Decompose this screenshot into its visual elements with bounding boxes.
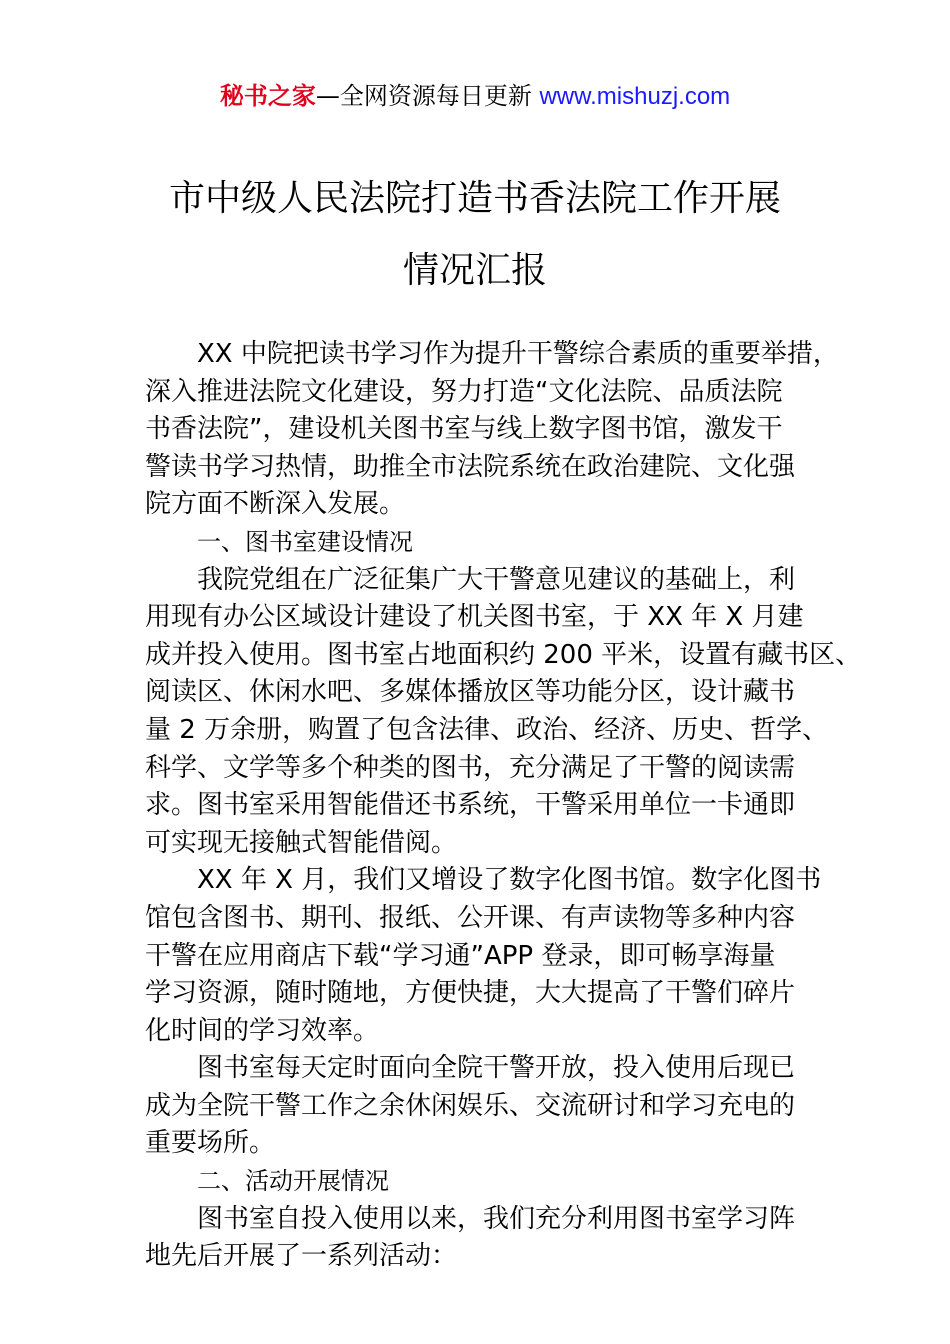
paragraph-line: 成为全院干警工作之余休闲娱乐、交流研讨和学习充电的: [145, 1090, 796, 1121]
section-heading: 一、图书室建设情况: [197, 527, 413, 556]
paragraph-line: 干警在应用商店下载“学习通”APP 登录，即可畅享海量: [145, 940, 776, 971]
paragraph-line: 学习资源，随时随地，方便快捷，大大提高了干警们碎片: [145, 978, 796, 1009]
paragraph-line: 图书室自投入使用以来，我们充分利用图书室学习阵: [197, 1203, 796, 1234]
paragraph-line: 用现有办公区域设计建设了机关图书室，于 XX 年 X 月建: [145, 602, 804, 633]
paragraph-line: 警读书学习热情，助推全市法院系统在政治建院、文化强: [145, 451, 796, 482]
paragraph-line: XX 年 X 月，我们又增设了数字化图书馆。数字化图书: [197, 865, 822, 896]
paragraph-line: 成并投入使用。图书室占地面积约 200 平米，设置有藏书区、: [145, 639, 862, 670]
site-header: [0, 80, 950, 113]
paragraph-line: 馆包含图书、期刊、报纸、公开课、有声读物等多种内容: [145, 902, 796, 933]
paragraph-line: 可实现无接触式智能借阅。: [145, 827, 458, 858]
document-title-line-1: 市中级人民法院打造书香法院工作开展: [168, 178, 781, 219]
paragraph-line: 求。图书室采用智能借还书系统，干警采用单位一卡通即: [145, 790, 796, 821]
paragraph-line: 阅读区、休闲水吧、多媒体播放区等功能分区，设计藏书: [145, 677, 796, 708]
document-body: [145, 336, 862, 1276]
document-title-line-2: 情况汇报: [402, 250, 547, 291]
paragraph-line: 科学、文学等多个种类的图书，充分满足了干警的阅读需: [145, 752, 796, 783]
section-heading: 二、活动开展情况: [197, 1167, 389, 1196]
site-url-link[interactable]: www.mishuzj.com: [539, 83, 731, 110]
header-dash: —: [315, 82, 340, 110]
site-brand: 秘书之家: [219, 82, 316, 110]
paragraph-line: 量 2 万余册，购置了包含法律、政治、经济、历史、哲学、: [145, 714, 829, 745]
paragraph-line: 我院党组在广泛征集广大干警意见建议的基础上，利: [197, 564, 796, 595]
paragraph-line: 书香法院”，建设机关图书室与线上数字图书馆，激发干: [145, 414, 783, 445]
paragraph-line: 院方面不断深入发展。: [145, 489, 406, 520]
paragraph-line: 重要场所。: [145, 1128, 276, 1159]
paragraph-line: XX 中院把读书学习作为提升干警综合素质的重要举措，: [197, 339, 839, 369]
paragraph-line: 图书室每天定时面向全院干警开放，投入使用后现已: [197, 1053, 796, 1084]
header-slogan: 全网资源每日更新: [339, 82, 540, 110]
paragraph-line: 深入推进法院文化建设，努力打造“文化法院、品质法院: [145, 376, 783, 407]
paragraph-line: 化时间的学习效率。: [145, 1015, 380, 1046]
paragraph-line: 地先后开展了一系列活动：: [145, 1241, 458, 1272]
